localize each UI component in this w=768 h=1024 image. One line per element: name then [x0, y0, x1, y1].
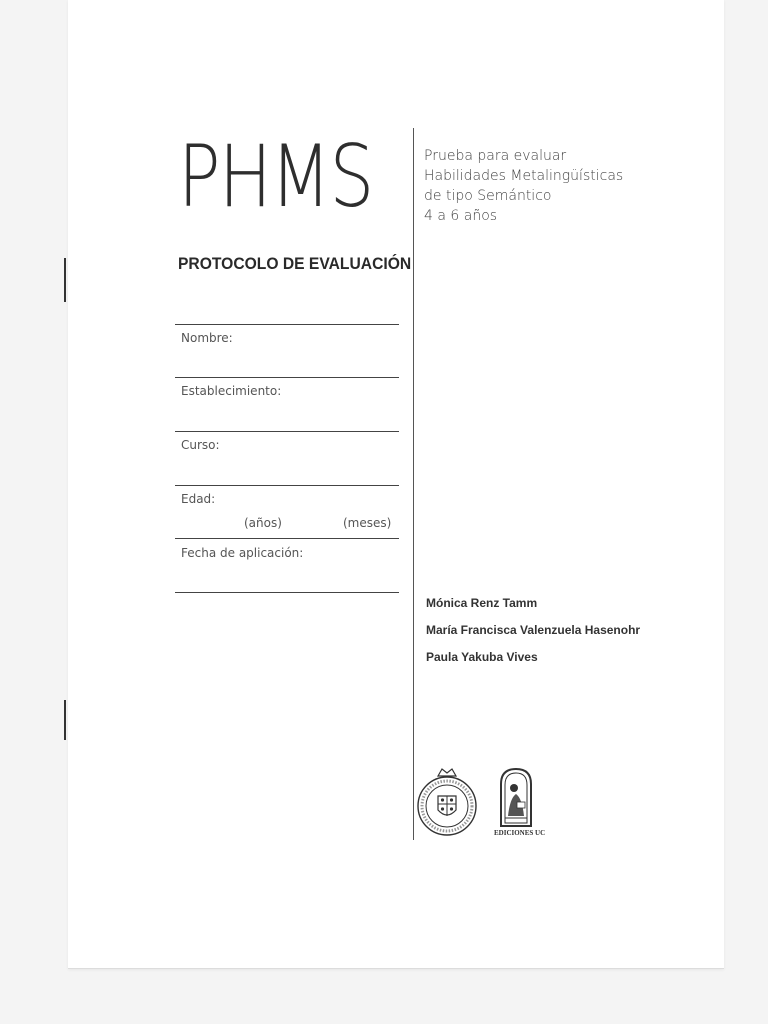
- university-seal-icon: [416, 766, 478, 838]
- fecha-field[interactable]: [175, 592, 399, 593]
- subtitle-line: Habilidades Metalingüísticas: [424, 168, 624, 184]
- edad-field[interactable]: [175, 538, 399, 539]
- edad-label: Edad:: [181, 492, 216, 506]
- fecha-label: Fecha de aplicación:: [181, 546, 304, 560]
- ediciones-uc-logo-icon: [496, 766, 536, 828]
- test-subtitle: [424, 146, 623, 226]
- vertical-divider: [413, 128, 414, 840]
- scan-mark: [64, 700, 66, 740]
- protocol-title: PROTOCOLO DE EVALUACIÓN: [178, 254, 412, 273]
- nombre-field[interactable]: [175, 377, 399, 378]
- authors-list: [426, 596, 640, 677]
- curso-label: Curso:: [181, 438, 220, 452]
- nombre-label: Nombre:: [181, 331, 233, 345]
- subtitle-line: de tipo Semántico: [424, 188, 552, 204]
- publisher-name: EDICIONES UC: [494, 829, 546, 837]
- phms-logo: PHMS: [178, 127, 373, 227]
- author-name: Mónica Renz Tamm: [426, 596, 538, 610]
- scan-mark: [64, 258, 66, 302]
- author-name: María Francisca Valenzuela Hasenohr: [426, 623, 641, 637]
- curso-field[interactable]: [175, 485, 399, 486]
- anos-label: (años): [244, 516, 282, 530]
- establecimiento-field[interactable]: [175, 431, 399, 432]
- age-range: 4 a 6 años: [424, 208, 498, 224]
- establecimiento-label: Establecimiento:: [181, 384, 282, 398]
- meses-label: (meses): [343, 516, 392, 530]
- author-name: Paula Yakuba Vives: [426, 650, 538, 664]
- field-rule: [175, 324, 399, 325]
- subtitle-line: Prueba para evaluar: [424, 148, 567, 164]
